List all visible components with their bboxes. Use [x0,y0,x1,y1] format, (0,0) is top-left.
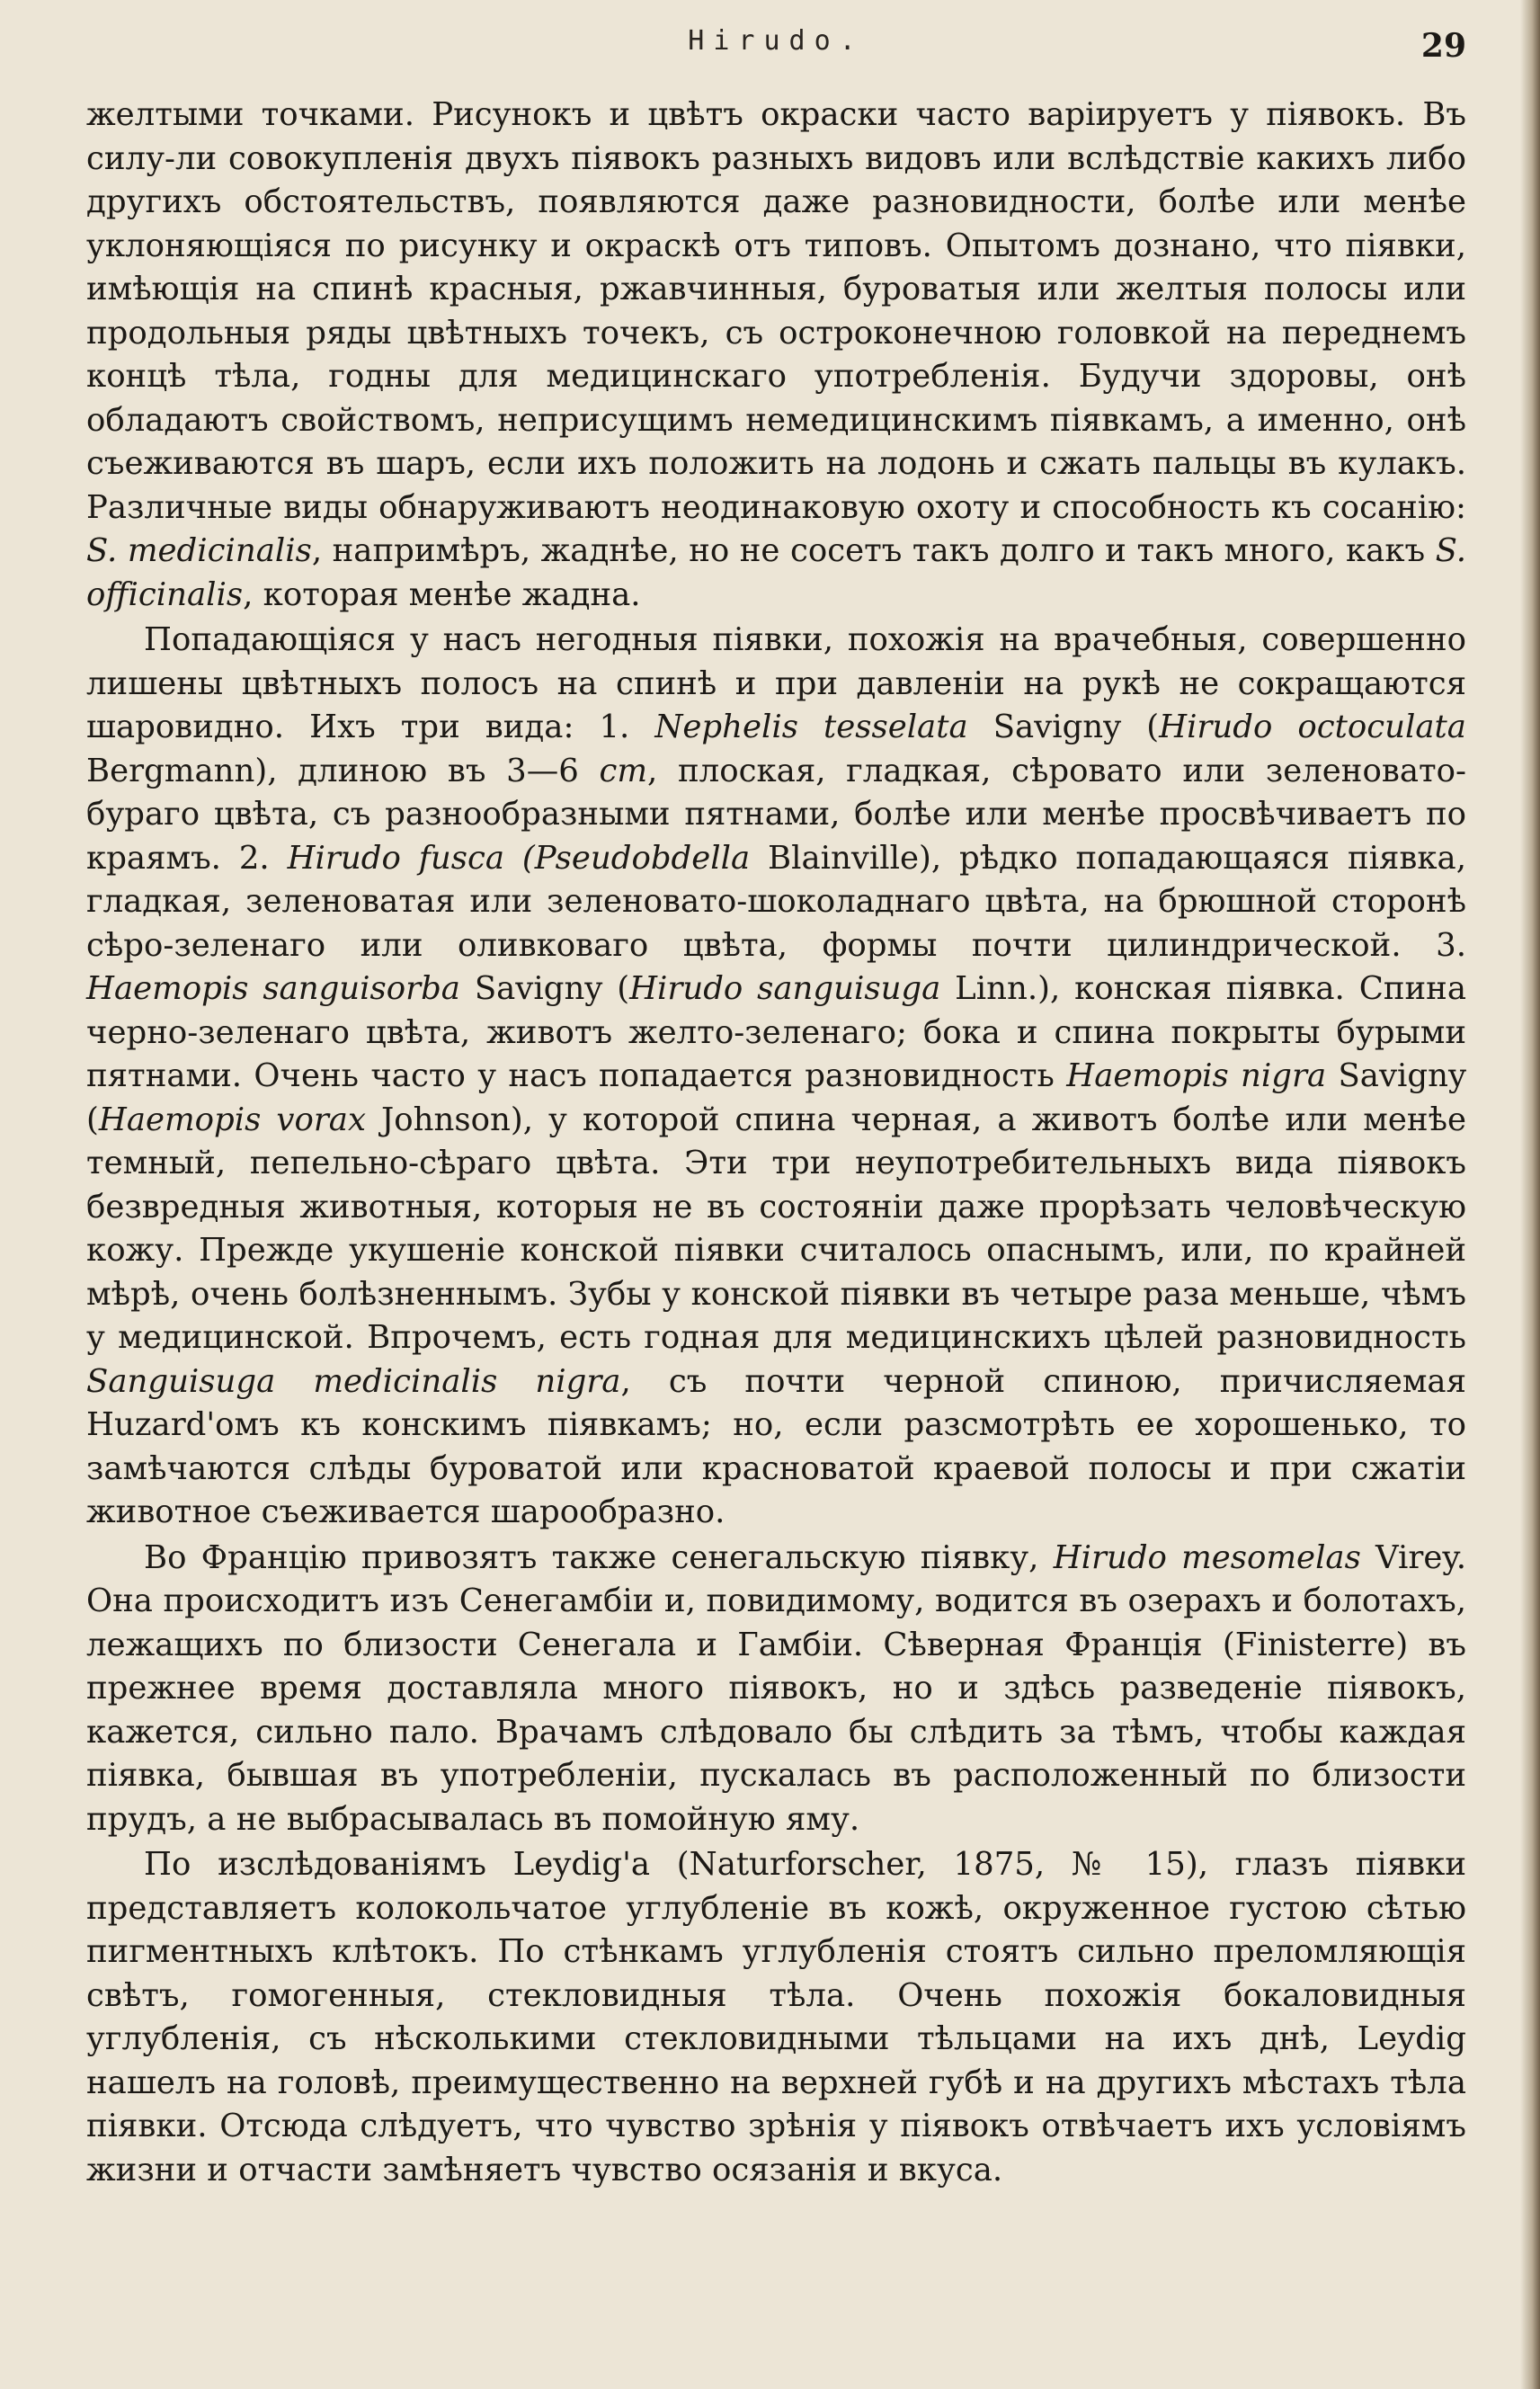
text-run: , напримѣръ, жаднѣе, но не сосетъ такъ долго и такъ много, какъ [311,532,1436,569]
text-run: Попадающіяся у насъ негодныя піявки, похожія на врачебныя, совершенно лишены цвѣтныхъ полосъ на спинѣ и при давленіи на рукѣ не сокращаются шаровидно. Ихъ три вида: 1. [86,621,1466,745]
paragraph [86,1537,1466,1842]
running-head: Hirudo. [688,25,865,57]
italic-term: cm [599,752,648,789]
italic-term: Haemopis vorax [98,1101,366,1138]
text-run: , которая менѣе жадна. [243,575,641,613]
text-run: Virey. Она происходитъ изъ Сенегамбіи и, повидимому, водится въ озерахъ и болотахъ, лежащихъ по близости Сенегала и Гамбіи. Сѣверная Франція (Finisterre) въ прежнее время доставляла много піявокъ, но и здѣсь разведеніе піявокъ, кажется, сильно пало. Врачамъ слѣдовало бы слѣдить за тѣмъ, чтобы каждая піявка, бывшая въ употребленіи, пускалась въ расположенный по близости прудъ, а не выбрасывалась въ помойную яму. [86,1538,1466,1838]
italic-term: Haemopis sanguisorba [86,970,460,1007]
paragraph [86,619,1466,1535]
body-text [86,94,1466,2192]
italic-term: Nephelis tesselata [654,709,968,745]
text-run: желтыми точками. Рисунокъ и цвѣтъ окраски часто варіируетъ у піявокъ. Въ силу-ли совокупленія двухъ піявокъ разныхъ видовъ или вслѣдствіе какихъ либо другихъ обстоятельствъ, появляются даже разновидности, болѣе или менѣе уклоняющіяся по рисунку и окраскѣ отъ типовъ. Опытомъ дознано, что піявки, имѣющія на спинѣ красныя, ржавчинныя, буроватыя или желтыя полосы или продольныя ряды цвѣтныхъ точекъ, съ остроконечною головкой на переднемъ концѣ тѣла, годны для медицинскаго употребленія. Будучи здоровы, онѣ обладаютъ свойствомъ, неприсущимъ немедицинскимъ піявкамъ, а именно, онѣ съеживаются въ шаръ, если ихъ положить на лодонь и сжать пальцы въ кулакъ. Различные виды обнаруживаютъ неодинаковую охоту и способность къ сосанію: [86,96,1466,526]
text-run: Savigny ( [86,1057,1467,1138]
text-run: Savigny ( [459,970,630,1007]
text-run: По изслѣдованіямъ Leydig'а (Naturforscher, 1875, № 15), глазъ піявки представляетъ колокольчатое углубленіе въ кожѣ, окруженное густою сѣтью пигментныхъ клѣтокъ. По стѣнкамъ углубленія стоятъ сильно преломляющія свѣтъ, гомогенныя, стекловидныя тѣла. Очень похожія бокаловидныя углубленія, съ нѣсколькими стекловидными тѣльцами на ихъ днѣ, Leydig нашелъ на головѣ, преимущественно на верхней губѣ и на другихъ мѣстахъ тѣла піявки. Отсюда слѣдуетъ, что чувство зрѣнія у піявокъ отвѣчаетъ ихъ условіямъ жизни и отчасти замѣняетъ чувство осязанія и вкуса. [86,1846,1466,2188]
paragraph [86,94,1466,617]
italic-term: Haemopis nigra [1066,1057,1327,1094]
paragraph [86,1843,1466,2192]
text-run: Savigny ( [967,709,1160,745]
italic-term: Hirudo fusca (Pseudobdella [287,839,751,877]
italic-term: Hirudo mesomelas [1053,1538,1361,1576]
page-header [86,0,1466,94]
italic-term: Sanguisuga medicinalis nigra [86,1362,621,1400]
italic-term: S. officinalis [86,532,1466,613]
italic-term: S. medicinalis [86,532,312,569]
page-edge-shadow [1520,0,1540,2389]
italic-term: Hirudo sanguisuga [629,970,941,1007]
text-run: , съ почти черной спиною, причисляемая Huzard'омъ къ конскимъ піявкамъ; но, если разсмотрѣть ее хорошенько, то замѣчаются слѣды буроватой или красноватой краевой полосы и при сжатіи животное съеживается шарообразно. [86,1362,1466,1530]
text-run: Bergmann), длиною въ 3—6 [86,752,600,789]
italic-term: Hirudo octoculata [1159,709,1466,745]
text-run: Во Францію привозятъ также сенегальскую піявку, [144,1538,1054,1576]
text-run: , плоская, гладкая, сѣровато или зеленовато-бураго цвѣта, съ разнообразными пятнами, болѣе или менѣе просвѣчиваетъ по краямъ. 2. [86,752,1466,877]
text-run: Johnson), у которой спина черная, а животъ болѣе или менѣе темный, пепельно-сѣраго цвѣта. Эти три неупотребительныхъ вида піявокъ безвредныя животныя, которыя не въ состояніи даже прорѣзать человѣческую кожу. Прежде укушеніе конской піявки считалось опаснымъ, или, по крайней мѣрѣ, очень болѣзненнымъ. Зубы у конской піявки въ четыре раза меньше, чѣмъ у медицинской. Впрочемъ, есть годная для медицинскихъ цѣлей разновидность [86,1101,1466,1356]
page-number: 29 [1420,27,1466,65]
text-run: Blainville), рѣдко попадающаяся піявка, гладкая, зеленоватая или зеленовато-шоколаднаго цвѣта, на брюшной сторонѣ сѣро-зеленаго или оливковаго цвѣта, формы почти цилиндрической. 3. [86,839,1466,964]
text-run: Linn.), конская піявка. Спина черно-зеленаго цвѣта, животъ желто-зеленаго; бока и спина покрыты бурыми пятнами. Очень часто у насъ попадается разновидность [86,970,1467,1094]
